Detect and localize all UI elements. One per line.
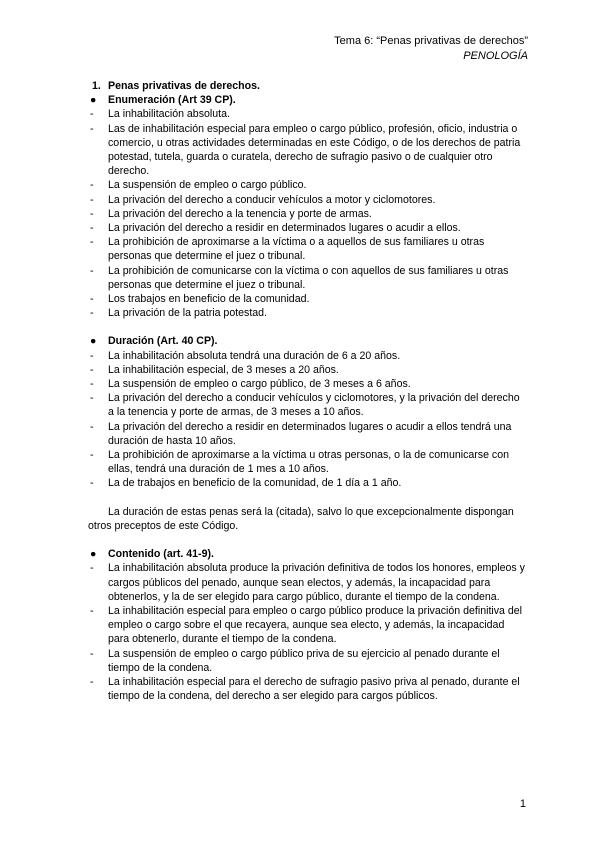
- dash-marker: -: [90, 236, 94, 249]
- dash-marker: -: [90, 349, 94, 362]
- page-header: [334, 34, 528, 64]
- list-item: [88, 178, 528, 192]
- spacer: [88, 491, 528, 505]
- item-text: La suspensión de empleo o cargo público.: [108, 179, 307, 192]
- item-text: La inhabilitación absoluta tendrá una duración de 6 a 20 años.: [108, 349, 401, 362]
- dash-marker: -: [90, 363, 94, 376]
- section-duracion: [88, 334, 528, 348]
- item-text: La prohibición de comunicarse con la víctima o con aquellos de sus familiares u otras personas que determine el juez o tribunal.: [108, 264, 509, 291]
- dash-marker: -: [90, 222, 94, 235]
- item-text: La prohibición de aproximarse a la víctima o a aquellos de sus familiares u otras personas que determine el juez o tribunal.: [108, 236, 485, 263]
- list-item: [88, 221, 528, 235]
- list-item: [88, 377, 528, 391]
- list-item: [88, 363, 528, 377]
- dash-marker: -: [90, 562, 94, 575]
- dash-marker: -: [90, 378, 94, 391]
- section-contenido: [88, 547, 528, 561]
- list-item: [88, 561, 528, 604]
- section-title: Enumeración (Art 39 CP).: [108, 94, 236, 107]
- dash-marker: -: [90, 293, 94, 306]
- dash-marker: -: [90, 264, 94, 277]
- list-item: [88, 647, 528, 675]
- dash-marker: -: [90, 477, 94, 490]
- list-item: [88, 391, 528, 419]
- item-text: La privación del derecho a conducir vehículos a motor y ciclomotores.: [108, 193, 436, 206]
- dash-marker: -: [90, 675, 94, 688]
- item-text: La inhabilitación absoluta produce la privación definitiva de todos los honores, empleos y cargos públicos del penado, aunque sean electos, y además, la incapacidad para obtenerlos, y la de ser elegido para cargo público, durante el tiempo de la condena.: [108, 562, 525, 603]
- dash-marker: -: [90, 647, 94, 660]
- item-text: La prohibición de aproximarse a la víctima u otras personas, o la de comunicarse con ellas, tendrá una duración de 1 mes a 10 años.: [108, 449, 510, 476]
- list-item: [88, 122, 528, 179]
- item-text: La inhabilitación especial, de 3 meses a 20 años.: [108, 363, 339, 376]
- item-text: La de trabajos en beneficio de la comunidad, de 1 día a 1 año.: [108, 477, 402, 490]
- list-item: [88, 476, 528, 490]
- item-text: La privación de la patria potestad.: [108, 307, 268, 320]
- list-item: [88, 306, 528, 320]
- item-text: La privación del derecho a la tenencia y porte de armas.: [108, 207, 372, 220]
- list-item: [88, 292, 528, 306]
- item-text: La inhabilitación especial para el derecho de sufragio pasivo priva al penado, durante el tiempo de la condena, del derecho a ser elegido para cargos públicos.: [108, 675, 520, 703]
- list-item: [88, 448, 528, 476]
- dash-marker: -: [90, 122, 94, 135]
- duration-note: La duración de estas penas será la (citada), salvo lo que excepcionalmente dispongan otros preceptos de este Código.: [88, 505, 514, 532]
- list-item: [88, 264, 528, 292]
- section-title: Duración (Art. 40 CP).: [108, 335, 218, 348]
- list-item: [88, 107, 528, 121]
- dash-marker: -: [90, 392, 94, 405]
- item-text: La inhabilitación especial para empleo o cargo público produce la privación definitiva del empleo o cargo sobre el que recayera, aunque sea electo, y además, la incapacidad para obtenerlo, durante el tiempo de la condena.: [108, 604, 523, 646]
- bullet-icon: ●: [90, 94, 97, 107]
- item-text: Los trabajos en beneficio de la comunidad.: [108, 293, 310, 306]
- dash-marker: -: [90, 604, 94, 617]
- item-text: La suspensión de empleo o cargo público priva de su ejercicio al penado durante el tiempo de la condena.: [108, 647, 500, 674]
- subject-name: PENOLOGÍA: [463, 50, 528, 62]
- bullet-icon: ●: [90, 335, 97, 348]
- heading-number: 1.: [92, 80, 101, 92]
- list-item: [88, 349, 528, 363]
- bullet-icon: ●: [90, 548, 97, 561]
- dash-marker: -: [90, 307, 94, 320]
- item-text: Las de inhabilitación especial para empleo o cargo público, profesión, oficio, industria o comercio, u otras actividades determinadas en este Código, o de los derechos de patria potestad, tutela, guarda o curatela, derecho de sufragio pasivo o de cualquier otro derecho.: [108, 122, 521, 178]
- document-title: Tema 6: “Penas privativas de derechos”: [334, 35, 528, 47]
- section-enumeracion: [88, 93, 528, 107]
- list-item: [88, 207, 528, 221]
- dash-marker: -: [90, 207, 94, 220]
- dash-marker: -: [90, 449, 94, 462]
- dash-marker: -: [90, 179, 94, 192]
- spacer: [88, 533, 528, 547]
- document-body: [88, 79, 528, 703]
- dash-marker: -: [90, 420, 94, 433]
- dash-marker: -: [90, 193, 94, 206]
- list-item: [88, 235, 528, 263]
- spacer: [88, 320, 528, 334]
- item-text: La inhabilitación absoluta.: [108, 108, 230, 121]
- page-number: 1: [519, 798, 526, 810]
- list-item: [88, 193, 528, 207]
- item-text: La privación del derecho a residir en determinados lugares o acudir a ellos tendrá una duración de hasta 10 años.: [108, 420, 512, 447]
- item-text: La privación del derecho a conducir vehículos y ciclomotores, y la privación del derecho a la tenencia y porte de armas, de 3 meses a 10 años.: [108, 392, 520, 419]
- list-item: [88, 604, 528, 647]
- list-item: [88, 420, 528, 448]
- item-text: La suspensión de empleo o cargo público, de 3 meses a 6 años.: [108, 378, 411, 391]
- dash-marker: -: [90, 108, 94, 121]
- item-text: La privación del derecho a residir en determinados lugares o acudir a ellos.: [108, 222, 461, 235]
- main-heading: [88, 79, 528, 93]
- heading-text: Penas privativas de derechos.: [108, 80, 260, 92]
- section-title: Contenido (art. 41-9).: [108, 548, 214, 561]
- list-item: [88, 675, 528, 703]
